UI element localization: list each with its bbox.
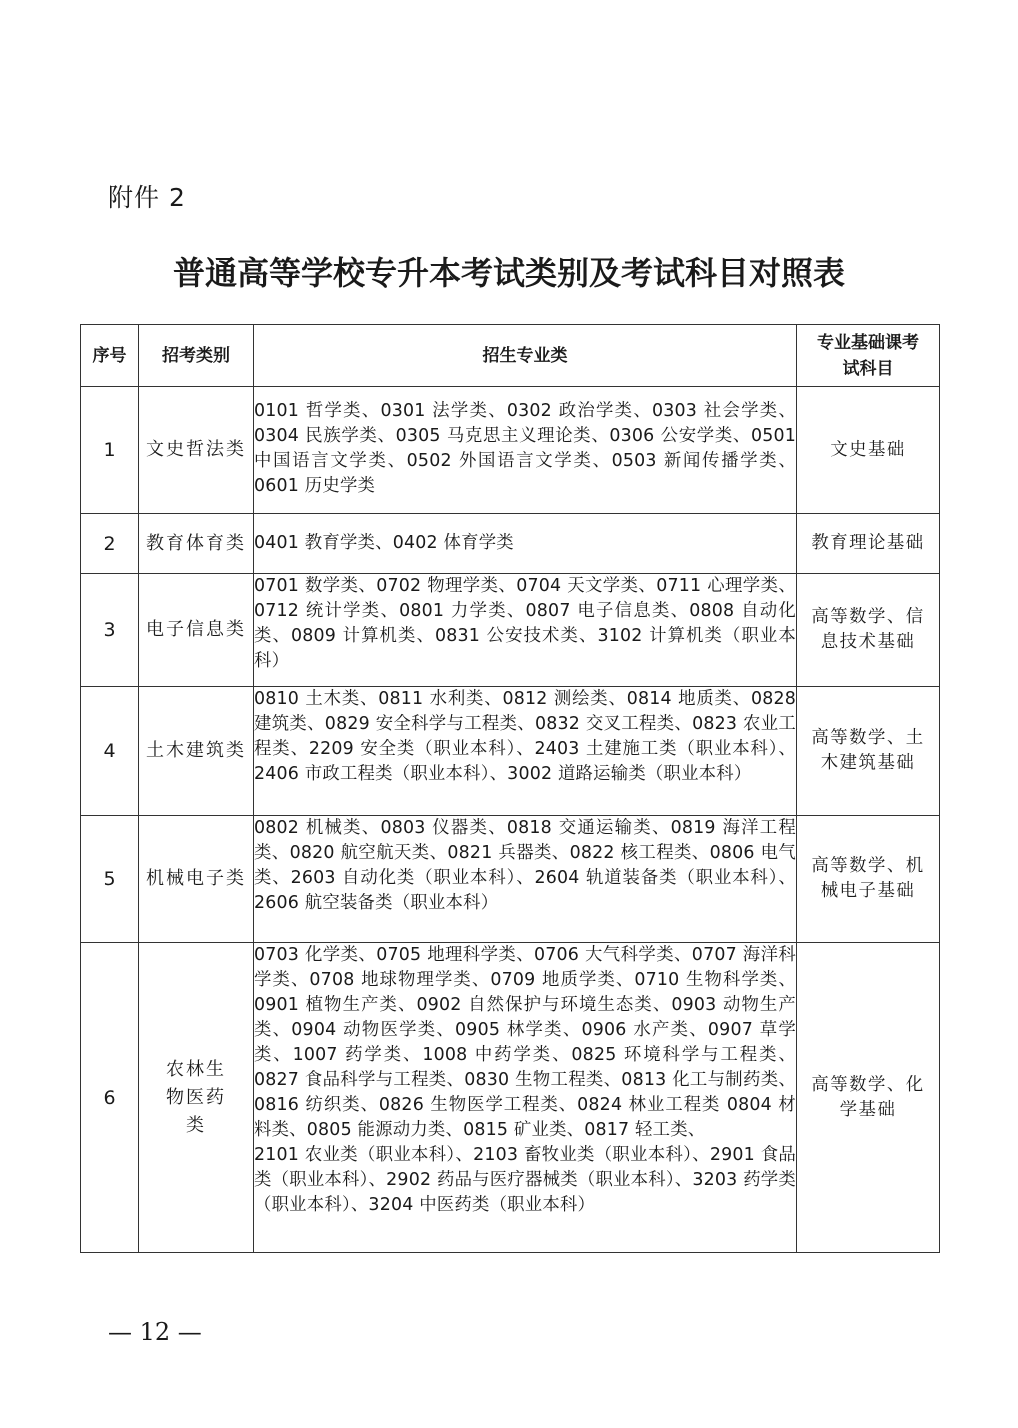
table-row [81, 687, 940, 816]
header-subject: 专业基础课考试科目 [797, 325, 940, 387]
row-subject: 高等数学、信息技术基础 [797, 574, 940, 687]
row-no: 3 [81, 574, 139, 687]
table-row [81, 574, 940, 687]
header-category: 招考类别 [139, 325, 254, 387]
row-category: 教育体育类 [139, 514, 254, 574]
row-no: 1 [81, 387, 139, 514]
row-majors: 0802 机械类、0803 仪器类、0818 交通运输类、0819 海洋工程类、0820 航空航天类、0821 兵器类、0822 核工程类、0806 电气类、2603 自动化类（职业本科）、2604 轨道装备类（职业本科）、2606 航空装备类（职业本科） [254, 816, 797, 943]
header-no: 序号 [81, 325, 139, 387]
table-header-row [81, 325, 940, 387]
table-row [81, 514, 940, 574]
header-majors: 招生专业类 [254, 325, 797, 387]
attachment-label: 附件 2 [108, 183, 186, 212]
row-category: 机械电子类 [139, 816, 254, 943]
table-row [81, 387, 940, 514]
row-majors [254, 943, 797, 1253]
row-category: 文史哲法类 [139, 387, 254, 514]
row-no: 4 [81, 687, 139, 816]
row-no: 6 [81, 943, 139, 1253]
row-majors-part2: 2101 农业类（职业本科）、2103 畜牧业类（职业本科）、2901 食品类（职业本科）、2902 药品与医疗器械类（职业本科）、3203 药学类（职业本科）、3204 中医药类（职业本科） [254, 1145, 796, 1215]
page-number: — 12 — [108, 1318, 202, 1346]
row-no: 5 [81, 816, 139, 943]
subject-mapping-table [80, 324, 940, 1253]
row-majors: 0810 土木类、0811 水利类、0812 测绘类、0814 地质类、0828 建筑类、0829 安全科学与工程类、0832 交叉工程类、0823 农业工程类、2209 安全类（职业本科）、2403 土建施工类（职业本科）、2406 市政工程类（职业本科）、3002 道路运输类（职业本科） [254, 687, 797, 816]
row-category: 土木建筑类 [139, 687, 254, 816]
row-subject: 文史基础 [797, 387, 940, 514]
row-category: 电子信息类 [139, 574, 254, 687]
row-subject: 高等数学、化学基础 [797, 943, 940, 1253]
row-subject: 教育理论基础 [797, 514, 940, 574]
row-majors: 0701 数学类、0702 物理学类、0704 天文学类、0711 心理学类、0712 统计学类、0801 力学类、0807 电子信息类、0808 自动化类、0809 计算机类、0831 公安技术类、3102 计算机类（职业本科） [254, 574, 797, 687]
row-majors-part1: 0703 化学类、0705 地理科学类、0706 大气科学类、0707 海洋科学类、0708 地球物理学类、0709 地质学类、0710 生物科学类、0901 植物生产类、0902 自然保护与环境生态类、0903 动物生产类、0904 动物医学类、0905 林学类、0906 水产类、0907 草学类、1007 药学类、1008 中药学类、0825 环境科学与工程类、0827 食品科学与工程类、0830 生物工程类、0813 化工与制药类、0816 纺织类、0826 生物医学工程类、0824 林业工程类 0804 材料类、0805 能源动力类、0815 矿业类、0817 轻工类、 [254, 945, 796, 1140]
table-row [81, 816, 940, 943]
document-title: 普通高等学校专升本考试类别及考试科目对照表 [172, 254, 845, 292]
row-no: 2 [81, 514, 139, 574]
row-majors: 0401 教育学类、0402 体育学类 [254, 514, 797, 574]
row-subject: 高等数学、机械电子基础 [797, 816, 940, 943]
row-majors: 0101 哲学类、0301 法学类、0302 政治学类、0303 社会学类、0304 民族学类、0305 马克思主义理论类、0306 公安学类、0501 中国语言文学类、0502 外国语言文学类、0503 新闻传播学类、0601 历史学类 [254, 387, 797, 514]
row-category: 农林生物医药类 [139, 943, 254, 1253]
row-subject: 高等数学、土木建筑基础 [797, 687, 940, 816]
table-row [81, 943, 940, 1253]
row-majors-content [254, 943, 796, 1249]
